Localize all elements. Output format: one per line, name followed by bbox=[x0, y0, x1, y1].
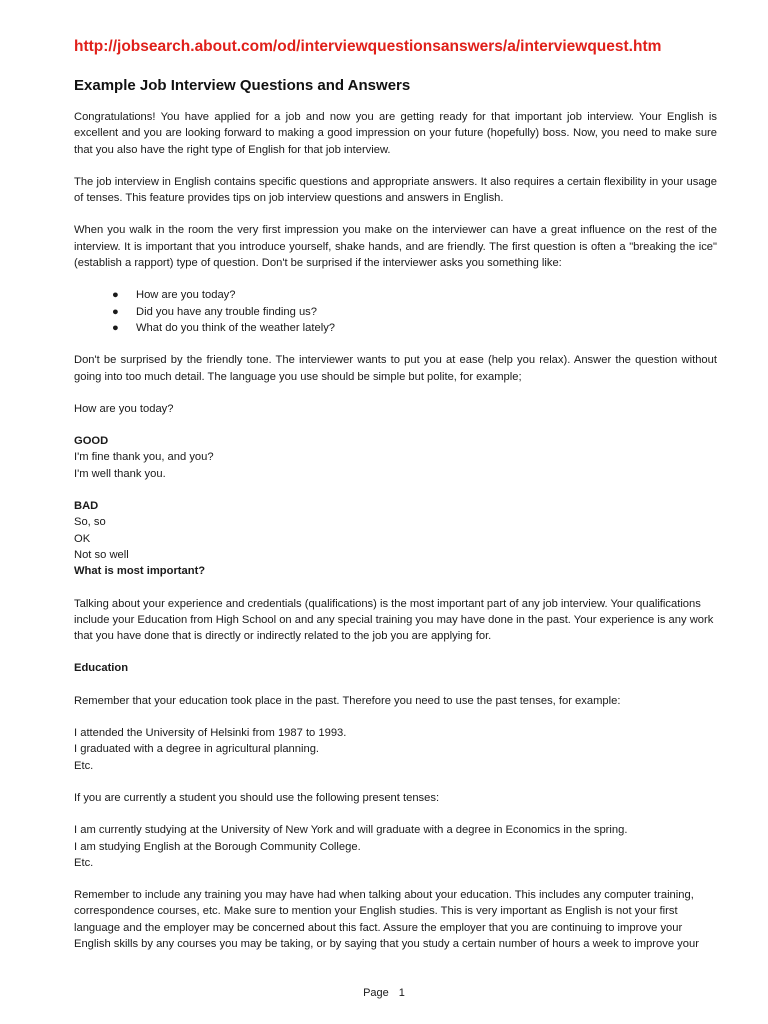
list-item-text: What do you think of the weather lately? bbox=[136, 321, 336, 334]
bad-answer-line: Not so well bbox=[74, 548, 129, 561]
good-heading: GOOD bbox=[74, 435, 109, 448]
list-item bbox=[74, 320, 717, 336]
paragraph-qualifications: Talking about your experience and credentials (qualifications) is the most important part of any job interview. Your qualifications include your Education from High School on and any special training you may have done in the past. Your experience is any work that you have done that is directly or indirectly related to the job you are applying for. bbox=[74, 597, 714, 643]
example-line: Etc. bbox=[74, 759, 94, 772]
bad-answer-line: So, so bbox=[74, 516, 106, 529]
bullet-icon: ● bbox=[112, 305, 119, 318]
example-line: I attended the University of Helsinki from 1987 to 1993. bbox=[74, 727, 347, 740]
page-label: Page bbox=[363, 987, 389, 999]
good-answer-line: I'm well thank you. bbox=[74, 467, 166, 480]
source-url-link[interactable]: http://jobsearch.about.com/od/interviewquestionsanswers/a/interviewquest.htm bbox=[74, 38, 662, 55]
bad-answer-line: OK bbox=[74, 532, 91, 545]
example-line: Etc. bbox=[74, 856, 94, 869]
list-item bbox=[74, 304, 717, 320]
list-item-text: How are you today? bbox=[136, 289, 236, 302]
example-line: I am currently studying at the University of New York and will graduate with a degree in Economics in the spring. bbox=[74, 824, 628, 837]
paragraph-training: Remember to include any training you may have had when talking about your education. This includes any computer training, correspondence courses, etc. Make sure to mention your English studies. This is very important as English is not your first language and the employer may be concerned about this fact. Assure the employer that you are continuing to improve your English skills by any courses you may be taking, or by saying that you study a certain number of hours a week to improve your bbox=[74, 889, 699, 950]
good-answer-line: I'm fine thank you, and you? bbox=[74, 451, 214, 464]
education-heading: Education bbox=[74, 662, 129, 675]
bad-answers-block bbox=[74, 498, 717, 579]
bullet-icon: ● bbox=[112, 289, 119, 302]
page-footer bbox=[0, 987, 768, 999]
document-page bbox=[74, 38, 717, 968]
list-item-text: Did you have any trouble finding us? bbox=[136, 305, 317, 318]
paragraph-intro: Congratulations! You have applied for a job and now you are getting ready for that important job interview. Your English is excellent and you are looking forward to making a good impression on your future (hopefully) boss. Now, you need to make sure that you also have the right type of English for that job interview. bbox=[74, 111, 717, 156]
paragraph-present-tenses: If you are currently a student you should use the following present tenses: bbox=[74, 791, 440, 804]
bullet-icon: ● bbox=[112, 321, 119, 334]
example-question: How are you today? bbox=[74, 402, 174, 415]
document-title: Example Job Interview Questions and Answers bbox=[74, 77, 411, 94]
bad-heading: BAD bbox=[74, 500, 99, 513]
past-tense-examples bbox=[74, 725, 717, 774]
good-answers-block bbox=[74, 433, 717, 482]
paragraph-first-impression: When you walk in the room the very first impression you make on the interviewer can have a great influence on the rest of the interview. It is important that you introduce yourself, shake hands, and are friendly. The first question is often a "breaking the ice" (establish a rapport) type of question. Don't be surprised if the interviewer asks you something like: bbox=[74, 224, 717, 270]
example-line: I am studying English at the Borough Community College. bbox=[74, 840, 361, 853]
list-item bbox=[74, 287, 717, 303]
paragraph-specific-questions: The job interview in English contains specific questions and appropriate answers. It also requires a certain flexibility in your usage of tenses. This feature provides tips on job interview questions and answers in English. bbox=[74, 175, 717, 205]
most-important-heading: What is most important? bbox=[74, 565, 206, 578]
paragraph-friendly-tone: Don't be surprised by the friendly tone. The interviewer wants to put you at ease (help you relax). Answer the question without going into too much detail. The language you use should be simple but polite, for example; bbox=[74, 354, 717, 383]
page-number: 1 bbox=[398, 987, 405, 999]
ice-breaker-question-list bbox=[74, 287, 717, 336]
paragraph-past-tenses: Remember that your education took place in the past. Therefore you need to use the past tenses, for example: bbox=[74, 694, 621, 707]
present-tense-examples bbox=[74, 822, 717, 871]
example-line: I graduated with a degree in agricultural planning. bbox=[74, 743, 320, 756]
